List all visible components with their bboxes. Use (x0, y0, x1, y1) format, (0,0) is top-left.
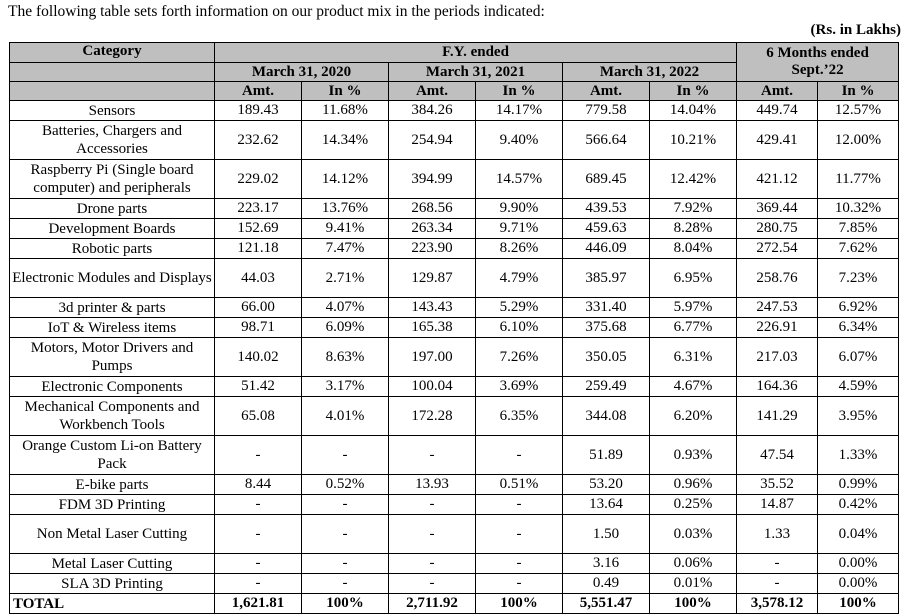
category-header-spacer (10, 63, 215, 82)
amount-cell: 3.16 (563, 554, 650, 574)
amount-cell: 280.75 (737, 219, 818, 239)
amount-cell: - (215, 436, 302, 475)
amount-cell: 217.03 (737, 338, 818, 377)
percent-cell: 100% (476, 594, 563, 614)
category-cell: Orange Custom Li-on Battery Pack (10, 436, 215, 475)
amount-cell: - (389, 554, 476, 574)
amount-cell: 13.93 (389, 475, 476, 495)
table-row (10, 239, 899, 259)
amt-header: Amt. (563, 82, 650, 101)
percent-cell: 3.17% (302, 377, 389, 397)
amount-cell: 65.08 (215, 397, 302, 436)
amount-cell: 165.38 (389, 318, 476, 338)
percent-cell: 8.26% (476, 239, 563, 259)
amount-cell: 13.64 (563, 495, 650, 515)
category-cell: FDM 3D Printing (10, 495, 215, 515)
table-row (10, 160, 899, 199)
amount-cell: 344.08 (563, 397, 650, 436)
percent-cell: 6.34% (818, 318, 899, 338)
percent-cell: 0.25% (650, 495, 737, 515)
percent-cell: 4.59% (818, 377, 899, 397)
percent-cell: 8.04% (650, 239, 737, 259)
percent-cell: 9.71% (476, 219, 563, 239)
percent-cell: 2.71% (302, 259, 389, 298)
units-note: (Rs. in Lakhs) (810, 22, 901, 38)
amount-cell: 3,578.12 (737, 594, 818, 614)
category-cell: Batteries, Chargers and Accessories (10, 121, 215, 160)
amount-cell: 1,621.81 (215, 594, 302, 614)
amount-cell: - (215, 574, 302, 594)
percent-cell: 1.33% (818, 436, 899, 475)
period-header: March 31, 2021 (389, 63, 563, 82)
amount-cell: 385.97 (563, 259, 650, 298)
percent-cell: 7.47% (302, 239, 389, 259)
amount-cell: 141.29 (737, 397, 818, 436)
percent-cell: 6.31% (650, 338, 737, 377)
percent-cell: - (476, 495, 563, 515)
percent-cell: 0.03% (650, 515, 737, 554)
table-row (10, 219, 899, 239)
table-row (10, 515, 899, 554)
percent-cell: 7.23% (818, 259, 899, 298)
percent-cell: - (476, 554, 563, 574)
amount-cell: 35.52 (737, 475, 818, 495)
category-cell: Robotic parts (10, 239, 215, 259)
amount-cell: - (737, 574, 818, 594)
percent-cell: 0.96% (650, 475, 737, 495)
amount-cell: 247.53 (737, 298, 818, 318)
percent-cell: 7.62% (818, 239, 899, 259)
percent-cell: 0.51% (476, 475, 563, 495)
percent-cell: 9.41% (302, 219, 389, 239)
amount-cell: 197.00 (389, 338, 476, 377)
fy-ended-header: F.Y. ended (215, 43, 737, 63)
percent-cell: - (302, 436, 389, 475)
percent-cell: 5.29% (476, 298, 563, 318)
amount-cell: 14.87 (737, 495, 818, 515)
amount-cell: - (389, 495, 476, 515)
percent-cell: 6.10% (476, 318, 563, 338)
six-months-header: 6 Months ended Sept.’22 (737, 43, 899, 82)
period-header: March 31, 2020 (215, 63, 389, 82)
category-cell: E-bike parts (10, 475, 215, 495)
percent-cell: 6.20% (650, 397, 737, 436)
amount-cell: 47.54 (737, 436, 818, 475)
table-row (10, 259, 899, 298)
percent-cell: 8.28% (650, 219, 737, 239)
percent-cell: 11.68% (302, 101, 389, 121)
intro-text: The following table sets forth information on our product mix in the periods indicated: (8, 3, 545, 20)
pct-header: In % (818, 82, 899, 101)
table-row (10, 199, 899, 219)
table-row (10, 338, 899, 377)
amount-cell: 459.63 (563, 219, 650, 239)
amount-cell: 350.05 (563, 338, 650, 377)
table-row (10, 574, 899, 594)
table-row (10, 495, 899, 515)
amount-cell: 8.44 (215, 475, 302, 495)
amount-cell: 439.53 (563, 199, 650, 219)
percent-cell: 7.26% (476, 338, 563, 377)
amount-cell: 152.69 (215, 219, 302, 239)
amount-cell: 121.18 (215, 239, 302, 259)
pct-header: In % (650, 82, 737, 101)
percent-cell: 6.77% (650, 318, 737, 338)
amount-cell: 331.40 (563, 298, 650, 318)
amount-cell: 223.17 (215, 199, 302, 219)
amount-cell: 449.74 (737, 101, 818, 121)
amount-cell: 232.62 (215, 121, 302, 160)
amount-cell: 566.64 (563, 121, 650, 160)
percent-cell: 9.40% (476, 121, 563, 160)
percent-cell: 7.92% (650, 199, 737, 219)
percent-cell: - (476, 574, 563, 594)
percent-cell: 6.09% (302, 318, 389, 338)
amount-cell: 375.68 (563, 318, 650, 338)
percent-cell: 100% (818, 594, 899, 614)
percent-cell: - (302, 515, 389, 554)
category-cell: Electronic Modules and Displays (10, 259, 215, 298)
table-header (10, 43, 899, 101)
amount-cell: 143.43 (389, 298, 476, 318)
amount-cell: - (737, 554, 818, 574)
percent-cell: 0.00% (818, 574, 899, 594)
percent-cell: - (302, 574, 389, 594)
percent-cell: 11.77% (818, 160, 899, 199)
amount-cell: 384.26 (389, 101, 476, 121)
percent-cell: 12.57% (818, 101, 899, 121)
category-cell: Sensors (10, 101, 215, 121)
percent-cell: 10.32% (818, 199, 899, 219)
percent-cell: 0.04% (818, 515, 899, 554)
amount-cell: 1.50 (563, 515, 650, 554)
percent-cell: 3.69% (476, 377, 563, 397)
percent-cell: 6.07% (818, 338, 899, 377)
percent-cell: 14.34% (302, 121, 389, 160)
amount-cell: 51.42 (215, 377, 302, 397)
category-header-spacer (10, 82, 215, 101)
category-cell: IoT & Wireless items (10, 318, 215, 338)
amount-cell: 53.20 (563, 475, 650, 495)
product-mix-table (9, 42, 899, 614)
amount-cell: 689.45 (563, 160, 650, 199)
amount-cell: 1.33 (737, 515, 818, 554)
category-cell: Drone parts (10, 199, 215, 219)
amt-header: Amt. (737, 82, 818, 101)
amount-cell: - (389, 515, 476, 554)
amount-cell: - (215, 495, 302, 515)
percent-cell: 0.93% (650, 436, 737, 475)
amt-header: Amt. (215, 82, 302, 101)
amount-cell: 272.54 (737, 239, 818, 259)
percent-cell: 8.63% (302, 338, 389, 377)
amount-cell: 44.03 (215, 259, 302, 298)
category-cell: 3d printer & parts (10, 298, 215, 318)
percent-cell: 4.01% (302, 397, 389, 436)
amount-cell: 369.44 (737, 199, 818, 219)
category-cell: Mechanical Components and Workbench Tools (10, 397, 215, 436)
percent-cell: 0.99% (818, 475, 899, 495)
percent-cell: 6.35% (476, 397, 563, 436)
amount-cell: - (215, 515, 302, 554)
amt-header: Amt. (389, 82, 476, 101)
amount-cell: 98.71 (215, 318, 302, 338)
percent-cell: 0.01% (650, 574, 737, 594)
amount-cell: 129.87 (389, 259, 476, 298)
amount-cell: 229.02 (215, 160, 302, 199)
amount-cell: - (389, 574, 476, 594)
category-cell: Raspberry Pi (Single board computer) and peripherals (10, 160, 215, 199)
percent-cell: 14.12% (302, 160, 389, 199)
amount-cell: 268.56 (389, 199, 476, 219)
table-row (10, 377, 899, 397)
table-row (10, 475, 899, 495)
percent-cell: 12.00% (818, 121, 899, 160)
percent-cell: 10.21% (650, 121, 737, 160)
category-cell: Metal Laser Cutting (10, 554, 215, 574)
category-cell: SLA 3D Printing (10, 574, 215, 594)
category-cell: Electronic Components (10, 377, 215, 397)
amount-cell: 5,551.47 (563, 594, 650, 614)
percent-cell: 4.67% (650, 377, 737, 397)
total-label: TOTAL (10, 594, 215, 614)
amount-cell: 51.89 (563, 436, 650, 475)
percent-cell: 4.79% (476, 259, 563, 298)
table-row (10, 101, 899, 121)
percent-cell: 9.90% (476, 199, 563, 219)
table-row (10, 397, 899, 436)
pct-header: In % (476, 82, 563, 101)
amount-cell: 66.00 (215, 298, 302, 318)
percent-cell: 7.85% (818, 219, 899, 239)
amount-cell: 779.58 (563, 101, 650, 121)
amount-cell: - (215, 554, 302, 574)
amount-cell: 259.49 (563, 377, 650, 397)
amount-cell: 100.04 (389, 377, 476, 397)
amount-cell: 223.90 (389, 239, 476, 259)
percent-cell: 0.52% (302, 475, 389, 495)
amount-cell: 226.91 (737, 318, 818, 338)
percent-cell: 4.07% (302, 298, 389, 318)
percent-cell: 0.06% (650, 554, 737, 574)
percent-cell: - (476, 436, 563, 475)
amount-cell: - (389, 436, 476, 475)
percent-cell: 100% (650, 594, 737, 614)
percent-cell: 100% (302, 594, 389, 614)
period-header: March 31, 2022 (563, 63, 737, 82)
amount-cell: 2,711.92 (389, 594, 476, 614)
percent-cell: 6.95% (650, 259, 737, 298)
percent-cell: 0.42% (818, 495, 899, 515)
amount-cell: 421.12 (737, 160, 818, 199)
percent-cell: 14.04% (650, 101, 737, 121)
amount-cell: 254.94 (389, 121, 476, 160)
percent-cell: 3.95% (818, 397, 899, 436)
table-row (10, 121, 899, 160)
table-row (10, 554, 899, 574)
percent-cell: 6.92% (818, 298, 899, 318)
amount-cell: 446.09 (563, 239, 650, 259)
percent-cell: - (302, 554, 389, 574)
amount-cell: 0.49 (563, 574, 650, 594)
percent-cell: 14.17% (476, 101, 563, 121)
amount-cell: 189.43 (215, 101, 302, 121)
category-header: Category (10, 43, 215, 63)
table-row (10, 436, 899, 475)
table-body (10, 101, 899, 614)
percent-cell: 12.42% (650, 160, 737, 199)
category-cell: Motors, Motor Drivers and Pumps (10, 338, 215, 377)
percent-cell: 13.76% (302, 199, 389, 219)
amount-cell: 263.34 (389, 219, 476, 239)
amount-cell: 394.99 (389, 160, 476, 199)
table-row (10, 318, 899, 338)
pct-header: In % (302, 82, 389, 101)
table-row (10, 298, 899, 318)
percent-cell: 14.57% (476, 160, 563, 199)
category-cell: Development Boards (10, 219, 215, 239)
amount-cell: 429.41 (737, 121, 818, 160)
amount-cell: 172.28 (389, 397, 476, 436)
percent-cell: 5.97% (650, 298, 737, 318)
amount-cell: 164.36 (737, 377, 818, 397)
category-cell: Non Metal Laser Cutting (10, 515, 215, 554)
amount-cell: 258.76 (737, 259, 818, 298)
percent-cell: - (302, 495, 389, 515)
percent-cell: - (476, 515, 563, 554)
amount-cell: 140.02 (215, 338, 302, 377)
percent-cell: 0.00% (818, 554, 899, 574)
